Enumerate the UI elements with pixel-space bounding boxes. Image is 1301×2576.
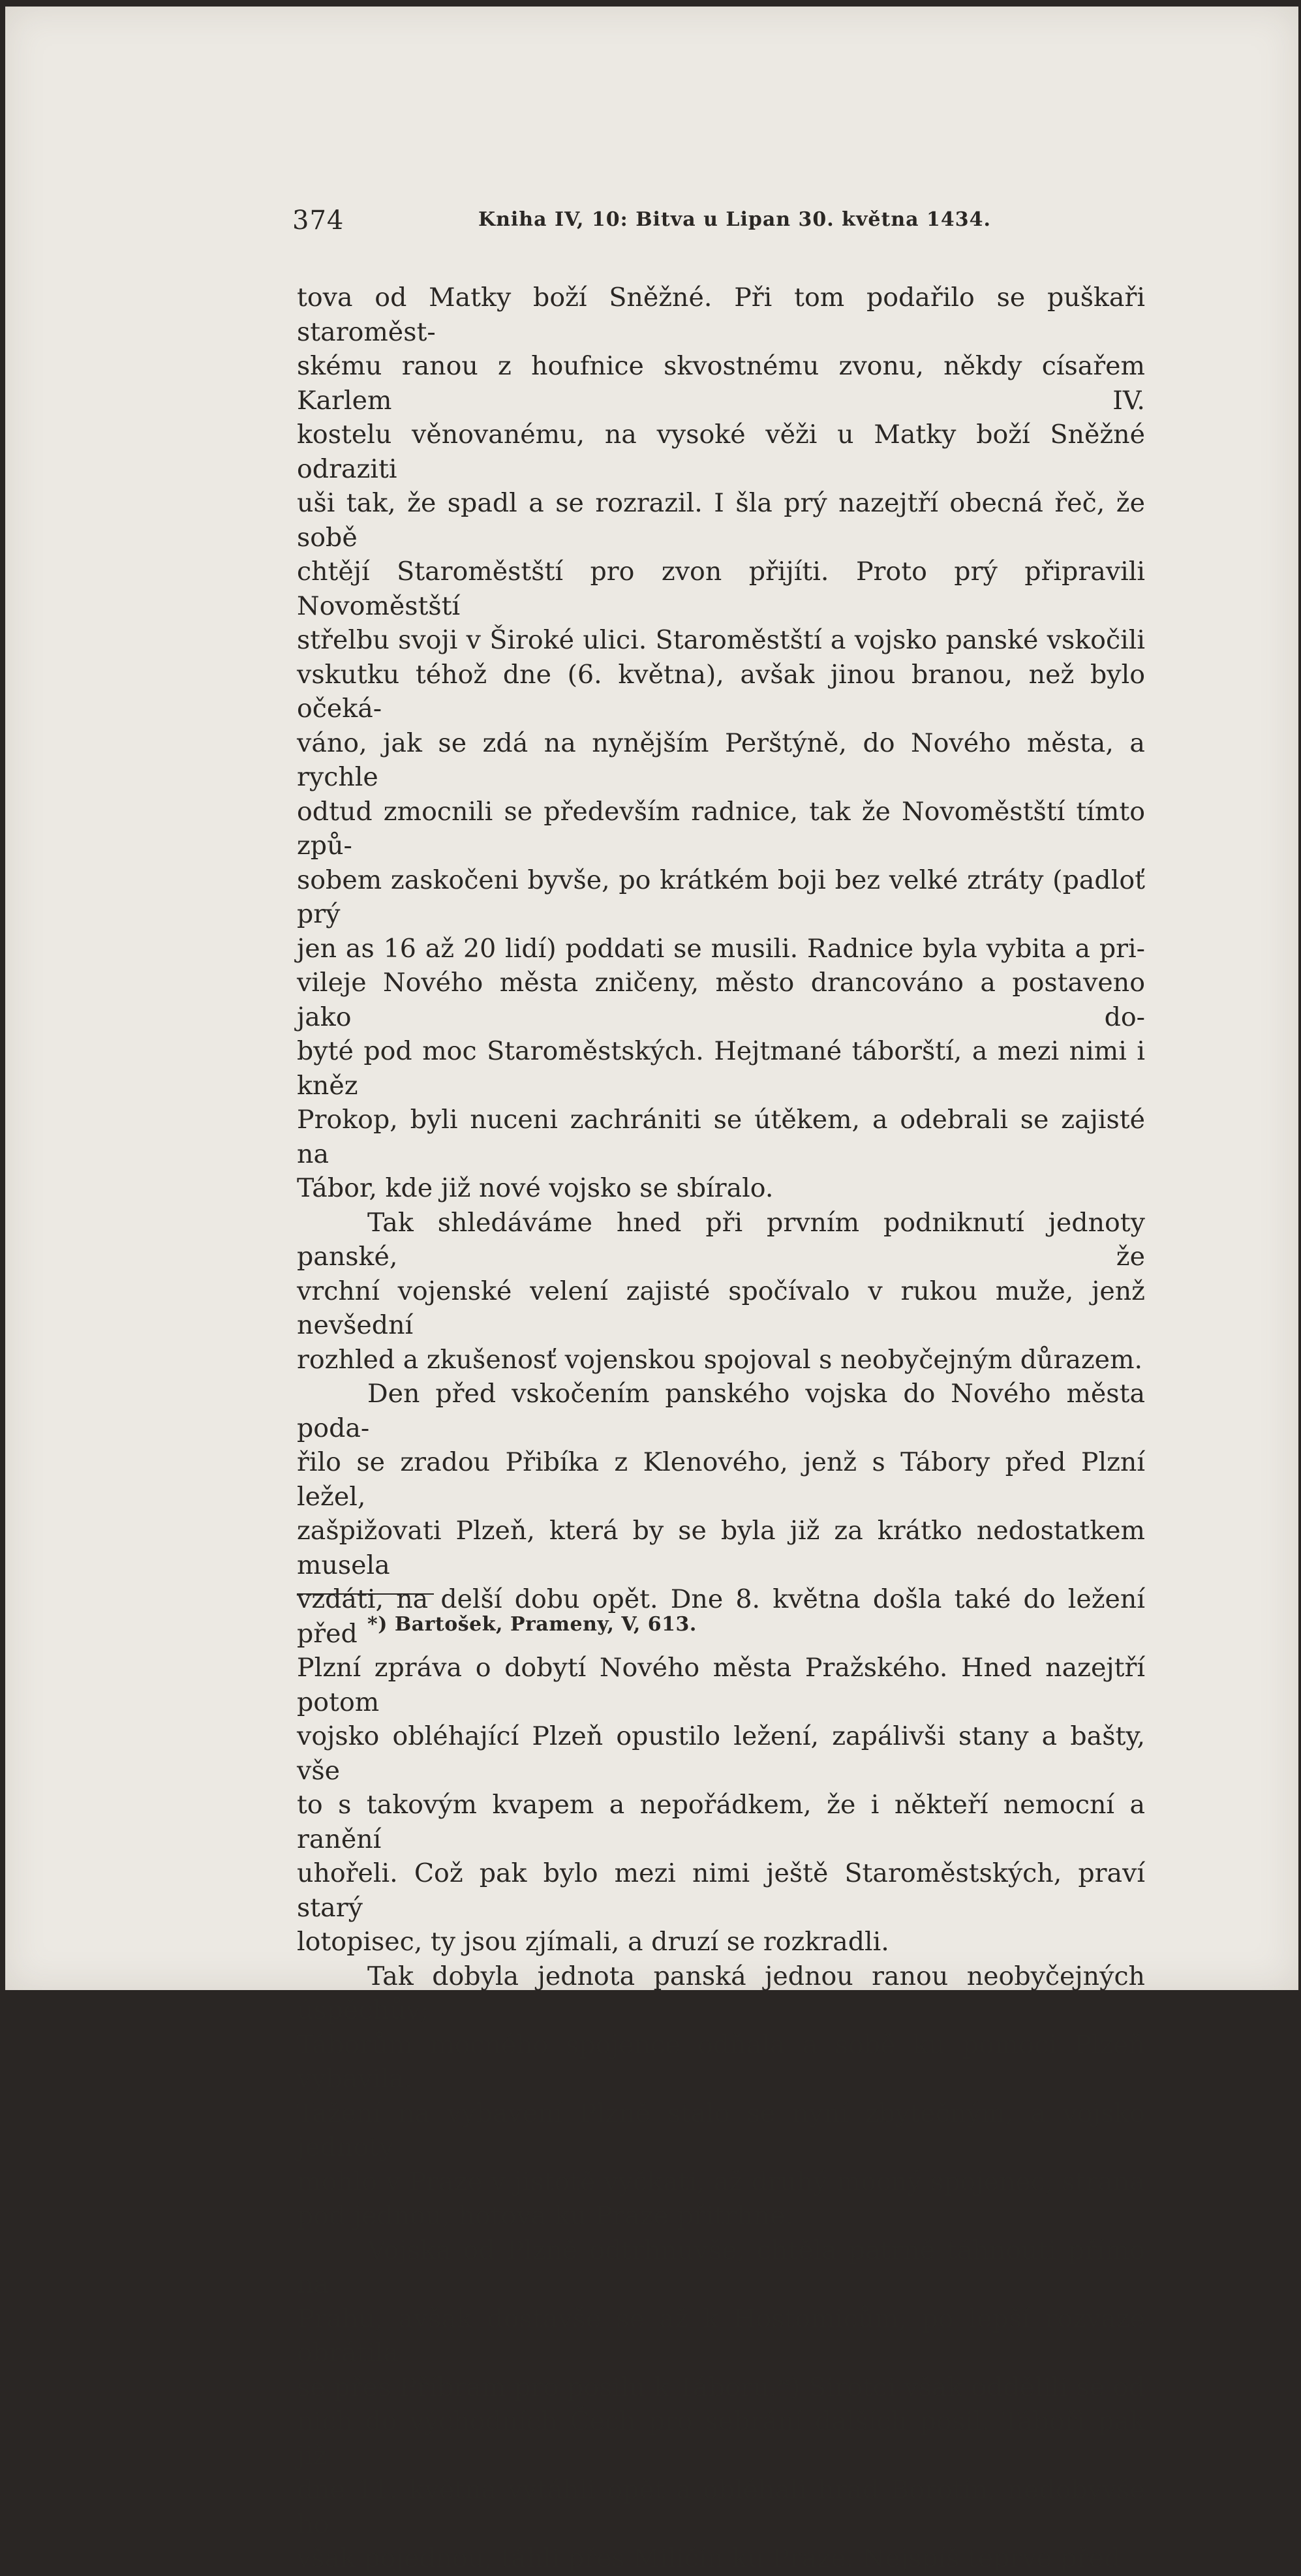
- text-line: vrchní vojenské velení zajisté spočívalo v rukou muže, jenž nevšední: [297, 1276, 1145, 1340]
- text-line: tova od Matky boží Sněžné. Při tom podařilo se puškaři staroměst-: [297, 283, 1145, 347]
- text-line: mohlo v Praze v jistotě vyčkati, až druhý mocný spojenec, strana: [297, 2166, 1145, 2197]
- text-line: chtějí Staroměstští pro zvon přijíti. Proto prý připravili Novoměstští: [297, 557, 1145, 621]
- text-line: Táborům mocného spojence odňala a sobě ku pomoci Plzeň vybavila.: [297, 2029, 1145, 2094]
- page-header: [292, 206, 1154, 245]
- text-line: vojsko obléhající Plzeň opustilo ležení, zapálivši stany a bašty, vše: [297, 1721, 1145, 1786]
- text-line: však pojednou, táhli přes Miličín ku Praze. Nejspíš teprve před: [297, 2543, 1121, 2573]
- page-number: 374: [292, 206, 344, 236]
- paragraph: [297, 1377, 1145, 1959]
- text-line: zašpižovati Plzeň, která by se byla již za krátko nedostatkem musela: [297, 1516, 1145, 1580]
- text-line: vzdáti, na delší dobu opět. Dne 8. května došla také do ležení před: [297, 1584, 1145, 1649]
- text-line: Prokop, byli nuceni zachrániti se útěkem, a odebrali se zajisté na: [297, 1105, 1145, 1169]
- text-line: uhořeli. Což pak bylo mezi nimi ještě Staroměstských, praví starý: [297, 1858, 1145, 1923]
- text-line: kostelu věnovanému, na vysoké věži u Matky boží Sněžné odraziti: [297, 420, 1145, 484]
- text-line: Prahu, avšak dostavše se až k Hostomicům, po lepší rozvaze obrátila: [297, 2303, 1145, 2368]
- paragraph: [297, 2233, 1145, 2576]
- text-line: Den před vskočením panského vojska do Nového města poda-: [297, 1379, 1145, 1443]
- text-line: střelbu svoji v Široké ulici. Staroměstští a vojsko panské vskočili: [297, 625, 1145, 655]
- paragraph: [297, 1206, 1145, 1377]
- text-line: Plzní zpráva o dobytí Nového města Pražského. Hned nazejtří potom: [297, 1653, 1145, 1717]
- text-line: pod jednou, hotova ku Praze přitrhne.: [297, 2201, 793, 2231]
- text-line: rozhled a zkušenosť vojenskou spojoval s neobyčejným důrazem.: [297, 1344, 1143, 1375]
- text-line: to s takovým kvapem a nepořádkem, že i někteří nemocní a ranění: [297, 1790, 1145, 1854]
- text-line: odtud zmocnili se především radnice, tak že Novoměstští tímto způ-: [297, 796, 1145, 861]
- footnote-divider: [297, 1593, 434, 1595]
- text-line: dne 11. května vytáhli opět a obléhali hrad Borotín, nedobyvše ho: [297, 2475, 1145, 2539]
- book-page: [5, 7, 1298, 2573]
- text-line: skému ranou z houfnice skvostnému zvonu, někdy císařem Karlem IV.: [297, 351, 1145, 416]
- text-line: váno, jak se zdá na nynějším Perštýně, do Nového města, a rychle: [297, 728, 1145, 792]
- text-line: vskutku téhož dne (6. května), avšak jinou branou, než bylo očeká-: [297, 659, 1145, 724]
- running-head: Kniha IV, 10: Bitva u Lipan 30. května 1434.: [478, 208, 991, 231]
- text-line: Tábor, kde již nové vojsko se sbíralo.: [297, 1173, 774, 1203]
- paragraph: [297, 1959, 1145, 2233]
- text-line: Tažení na vybavení Plzně stalo se nyní zbytečným, a vojsko jednoty: [297, 2098, 1145, 2162]
- body-text: [297, 281, 1145, 2576]
- text-line: Tak dobyla jednota panská jednou ranou neobyčejných úspěchův;: [297, 1961, 1145, 2025]
- text-line: řilo se zradou Přibíka z Klenového, jenž s Tábory před Plzní ležel,: [297, 1447, 1145, 1512]
- text-line: sobem zaskočeni byvše, po krátkém boji bez velké ztráty (padloť prý: [297, 865, 1145, 929]
- footnote: *) Bartošek, Prameny, V, 613.: [367, 1613, 697, 1636]
- text-line: uši tak, že spadl a se rozrazil. I šla prý nazejtří obecná řeč, že sobě: [297, 488, 1145, 553]
- text-line: vileje Nového města zničeny, město drancováno a postaveno jako do-: [297, 968, 1145, 1032]
- text-line: nich do východních Čech pro sebrání dalších posil. Tábořì pak již: [297, 2406, 1145, 2471]
- text-line: Vojska od Plzně odtrhnuvše, chtěla patrně táhnouti přímo na: [297, 2235, 1145, 2299]
- paragraph: [297, 281, 1145, 1206]
- text-line: se přes Příbram pro posilu k Táboru.*) Sirotci však oddělili se od: [297, 2372, 1145, 2402]
- text-line: byté pod moc Staroměstských. Hejtmané táborští, a mezi nimi i kněz: [297, 1036, 1145, 1101]
- text-line: Tak shledáváme hned při prvním podniknutí jednoty panské, že: [297, 1207, 1145, 1272]
- text-line: jen as 16 až 20 lidí) poddati se musili. Radnice byla vybita a pri-: [297, 933, 1145, 964]
- text-line: lotopisec, ty jsou zjímali, a druzí se rozkradli.: [297, 1927, 889, 1957]
